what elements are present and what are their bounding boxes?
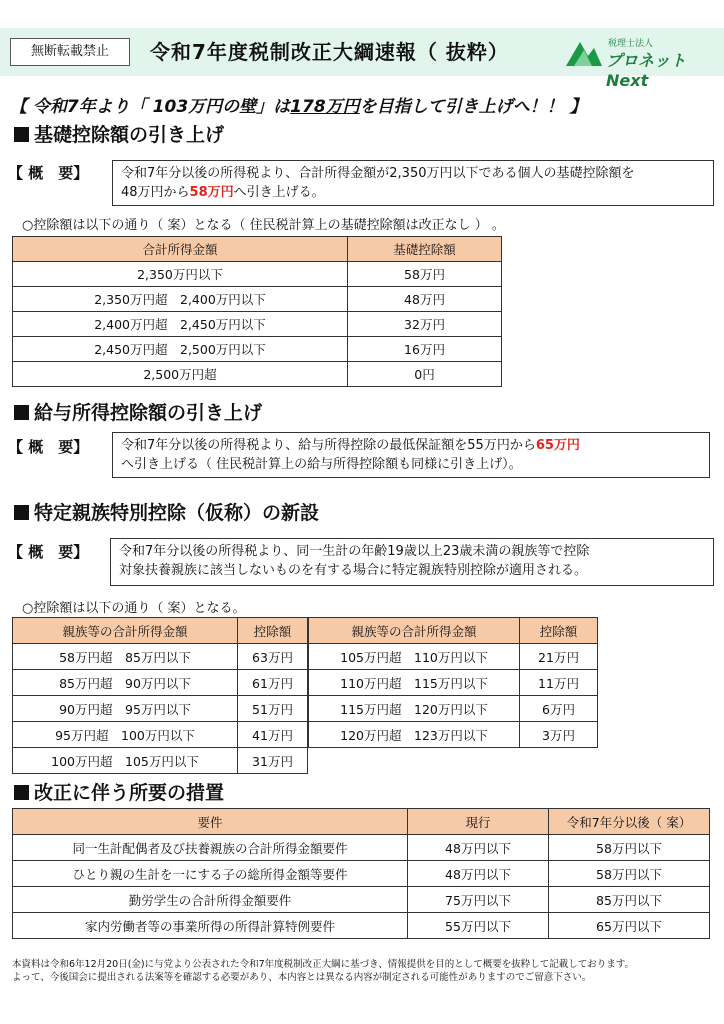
highlight-amount: 58万円 [189,185,234,200]
table-row [309,670,598,696]
section-title-text: 特定親族特別控除（仮称）の新設 [34,502,320,524]
section-title-text: 改正に伴う所要の措置 [34,782,225,804]
overview-text: 48万円から [121,185,190,200]
income-range-cell: 90万円超 95万円以下 [13,696,238,722]
table-header-row [13,618,308,644]
headline-pre: 【 令和7年より「 103万円の壁」は [10,97,291,117]
deduction-cell: 51万円 [238,696,308,722]
current-cell: 55万円以下 [408,913,549,939]
deduction-cell: 48万円 [348,287,502,312]
table-row [309,722,598,748]
headline-post: を目指して引き上げへ！！ 】 [359,97,587,117]
current-cell: 48万円以下 [408,861,549,887]
section-title-text: 給与所得控除額の引き上げ [34,402,263,424]
revised-cell: 85万円以下 [549,887,710,913]
column-header: 基礎控除額 [348,237,502,262]
revised-cell: 65万円以下 [549,913,710,939]
no-reprint-stamp: 無断転載禁止 [10,38,130,66]
deduction-cell: 6万円 [520,696,598,722]
logo-mountain-icon [566,36,602,66]
section-title-specific-relatives [14,498,319,525]
logo-name: プロネット Next [606,51,687,90]
basic-deduction-table [12,236,502,387]
related-measures-table [12,808,710,939]
income-range-cell: 85万円超 90万円以下 [13,670,238,696]
deduction-cell: 41万円 [238,722,308,748]
income-range-cell: 100万円超 105万円以下 [13,748,238,774]
overview-box [112,432,710,478]
table-row [13,913,710,939]
deduction-note: ○控除額は以下の通り（ 案）となる。 [22,601,246,616]
table-row [13,644,308,670]
deduction-cell: 32万円 [348,312,502,337]
income-range-cell: 2,450万円超 2,500万円以下 [13,337,348,362]
income-range-cell: 2,400万円超 2,450万円以下 [13,312,348,337]
deduction-cell: 61万円 [238,670,308,696]
relatives-table-left [12,617,308,774]
income-range-cell: 115万円超 120万円以下 [309,696,520,722]
overview-line: 令和7年分以後の所得税より、合計所得金額が2,350万円以下である個人の基礎控除額を [121,166,635,181]
column-header: 親族等の合計所得金額 [309,618,520,644]
income-range-cell: 95万円超 100万円以下 [13,722,238,748]
section-title-text: 基礎控除額の引き上げ [34,124,225,146]
income-range-cell: 58万円超 85万円以下 [13,644,238,670]
table-row [13,696,308,722]
column-header: 控除額 [520,618,598,644]
column-header: 現行 [408,809,549,835]
headline [10,92,587,117]
current-cell: 48万円以下 [408,835,549,861]
income-range-cell: 110万円超 115万円以下 [309,670,520,696]
headline-emphasis: 178万円 [290,97,360,117]
deduction-cell: 63万円 [238,644,308,670]
income-range-cell: 2,350万円以下 [13,262,348,287]
income-range-cell: 2,350万円超 2,400万円以下 [13,287,348,312]
table-row [13,722,308,748]
column-header: 令和7年分以後（ 案） [549,809,710,835]
income-range-cell: 105万円超 110万円以下 [309,644,520,670]
overview-box [112,160,714,206]
requirement-cell: 同一生計配偶者及び扶養親族の合計所得金額要件 [13,835,408,861]
requirement-cell: 家内労働者等の事業所得の所得計算特例要件 [13,913,408,939]
overview-line: 令和7年分以後の所得税より、同一生計の年齢19歳以上23歳未満の親族等で控除 [119,544,590,559]
overview-line: 対象扶養親族に該当しないものを有する場合に特定親族特別控除が適用される。 [119,563,588,578]
deduction-cell: 11万円 [520,670,598,696]
footer-disclaimer [12,958,634,984]
table-row [13,362,502,387]
square-bullet-icon [14,505,29,520]
logo-subtitle: 税理士法人 [608,39,654,49]
table-row [13,861,710,887]
overview-line [121,436,701,455]
income-range-cell: 2,500万円超 [13,362,348,387]
overview-label: 【 概 要】 [8,543,89,561]
table-row [13,670,308,696]
overview-line: へ引き上げる（ 住民税計算上の給与所得控除額も同様に引き上げ）。 [121,457,522,472]
income-range-cell: 120万円超 123万円以下 [309,722,520,748]
requirement-cell: 勤労学生の合計所得金額要件 [13,887,408,913]
revised-cell: 58万円以下 [549,835,710,861]
relatives-table-right [308,617,598,748]
highlight-amount: 65万円 [535,438,580,453]
overview-label: 【 概 要】 [8,438,89,456]
document-title: 令和7年度税制改正大綱速報（ 抜粋） [150,40,509,64]
table-row [309,644,598,670]
footer-line: よって、今後国会に提出される法案等を確認する必要があり、本内容とは異なる内容が制定される可能性がありますのでご留意下さい。 [12,972,592,983]
revised-cell: 58万円以下 [549,861,710,887]
table-header-row [13,237,502,262]
deduction-cell: 31万円 [238,748,308,774]
overview-text: 令和7年分以後の所得税より、給与所得控除の最低保証額を55万円から [121,438,536,453]
deduction-cell: 21万円 [520,644,598,670]
overview-line [121,183,705,202]
section-title-related-measures [14,778,224,805]
square-bullet-icon [14,405,29,420]
overview-label: 【 概 要】 [8,164,89,182]
table-row [13,312,502,337]
column-header: 親族等の合計所得金額 [13,618,238,644]
overview-box [110,538,714,586]
section-title-salary-deduction [14,398,262,425]
table-row [13,835,710,861]
current-cell: 75万円以下 [408,887,549,913]
column-header: 合計所得金額 [13,237,348,262]
table-row [13,287,502,312]
table-row [13,337,502,362]
table-row [13,887,710,913]
table-row [309,696,598,722]
deduction-note: ○控除額は以下の通り（ 案）となる（ 住民税計算上の基礎控除額は改正なし ） 。 [22,218,505,233]
deduction-cell: 3万円 [520,722,598,748]
section-title-basic-deduction [14,120,224,147]
deduction-cell: 0円 [348,362,502,387]
deduction-cell: 58万円 [348,262,502,287]
requirement-cell: ひとり親の生計を一にする子の総所得金額等要件 [13,861,408,887]
square-bullet-icon [14,127,29,142]
square-bullet-icon [14,785,29,800]
overview-text: へ引き上げる。 [233,185,325,200]
table-header-row [13,809,710,835]
column-header: 要件 [13,809,408,835]
table-row [13,262,502,287]
deduction-cell: 16万円 [348,337,502,362]
table-row [13,748,308,774]
footer-line: 本資料は令和6年12月20日(金)に与党より公表された令和7年度税制改正大綱に基づき、情報提供を目的として概要を抜粋して記載しております。 [12,959,635,970]
table-header-row [309,618,598,644]
column-header: 控除額 [238,618,308,644]
